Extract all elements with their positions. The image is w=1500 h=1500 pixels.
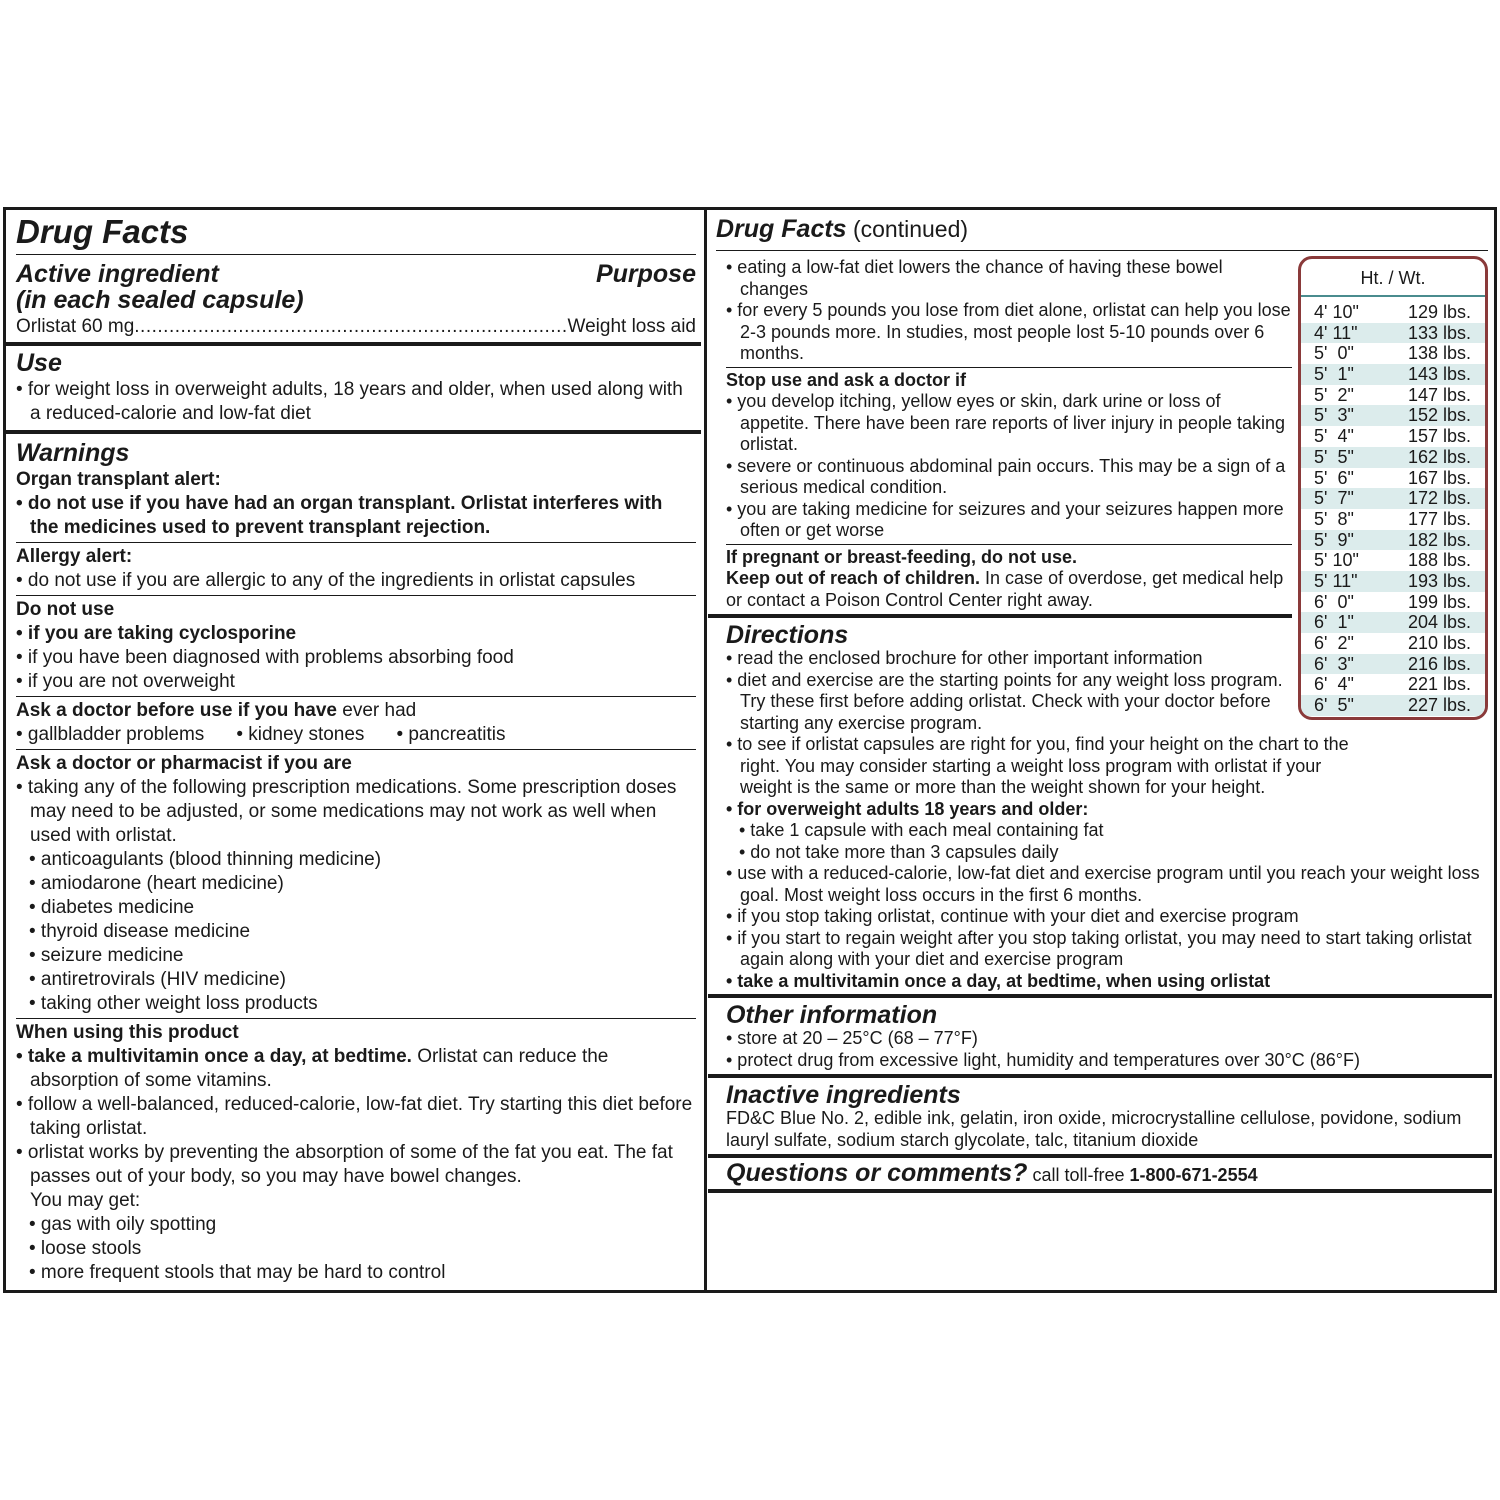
stop-use-title: Stop use and ask a doctor if — [726, 369, 967, 390]
section-bar — [6, 342, 701, 346]
organ-alert-text: • do not use if you have had an organ transplant. Orlistat interferes with the medicines used to prevent transplant rejection. — [16, 493, 663, 538]
questions-call: call toll-free — [1027, 1165, 1130, 1185]
weight-cell: 162 lbs. — [1407, 446, 1471, 467]
when-using-bold: • take a multivitamin once a day, at bedtime. — [16, 1046, 412, 1067]
use-text: • for weight loss in overweight adults, 18 years and older, when used along with a reduced-calorie and low-fat diet — [16, 379, 683, 424]
ask-doctor-title-bold: Ask a doctor before use if you have — [16, 700, 337, 721]
direction-item: • take a multivitamin once a day, at bedtime, when using orlistat — [726, 970, 1271, 991]
weight-cell: 221 lbs. — [1407, 674, 1471, 695]
pregnancy-block — [726, 547, 1298, 612]
height-weight-row — [1301, 509, 1485, 530]
height-cell: 5' 4" — [1314, 426, 1354, 447]
height-cell: 5' 10" — [1314, 550, 1359, 571]
do-not-use-item: • if you are not overweight — [16, 671, 235, 692]
height-weight-row — [1301, 654, 1485, 675]
section-bar — [708, 614, 1292, 618]
height-weight-row — [1301, 364, 1485, 385]
questions-phone: 1-800-671-2554 — [1129, 1165, 1258, 1185]
directions-title: Directions — [726, 621, 849, 649]
direction-item: • for overweight adults 18 years and older: — [726, 798, 1089, 819]
medication-item: • amiodarone (heart medicine) — [29, 873, 284, 894]
right-upper-block — [726, 257, 1292, 545]
bowel-info-item: • for every 5 pounds you lose from diet alone, orlistat can help you lose 2-3 pounds more. In studies, most people lost 5-10 pounds over 6 months. — [726, 300, 1291, 363]
organ-alert-title: Organ transplant alert: — [16, 469, 221, 490]
height-weight-row — [1301, 530, 1485, 551]
height-cell: 4' 11" — [1314, 322, 1358, 343]
continued-title-suffix: (continued) — [846, 216, 969, 242]
active-ingredient-title: Active ingredient — [16, 260, 219, 288]
height-cell: 5' 2" — [1314, 384, 1354, 405]
height-cell: 5' 1" — [1314, 364, 1354, 385]
height-cell: 5' 8" — [1314, 508, 1354, 529]
inactive-block — [726, 1082, 1488, 1151]
direction-subitem: • do not take more than 3 capsules daily — [739, 841, 1059, 862]
direction-item: • to see if orlistat capsules are right for you, find your height on the chart to the right. You may consider starting a weight loss program with orlistat if your weight is the same or more than the weight shown for your height. — [726, 734, 1349, 797]
height-weight-row — [1301, 612, 1485, 633]
ask-doctor-title — [16, 699, 696, 723]
weight-cell: 182 lbs. — [1407, 529, 1471, 550]
height-weight-row — [1301, 323, 1485, 344]
you-may-get: You may get: — [30, 1190, 141, 1211]
questions-title: Questions or comments? — [726, 1159, 1028, 1187]
stop-use-item: • severe or continuous abdominal pain occurs. This may be a sign of a serious medical condition. — [726, 455, 1286, 497]
ask-pharmacist-title: Ask a doctor or pharmacist if you are — [16, 753, 352, 774]
divider — [726, 367, 1292, 368]
ask-doctor-items — [16, 723, 696, 747]
use-title: Use — [16, 349, 62, 377]
ask-doctor-title-rest: ever had — [336, 700, 417, 721]
do-not-use-title: Do not use — [16, 599, 115, 620]
allergy-alert-text: • do not use if you are allergic to any of the ingredients in orlistat capsules — [16, 570, 636, 591]
height-cell: 6' 4" — [1314, 674, 1354, 695]
inactive-text: FD&C Blue No. 2, edible ink, gelatin, iron oxide, microcrystalline cellulose, povidone, sodium lauryl sulfate, sodium starch glycolate, talc, titanium dioxide — [726, 1108, 1462, 1150]
weight-cell: 172 lbs. — [1407, 488, 1471, 509]
inactive-title: Inactive ingredients — [726, 1081, 961, 1109]
when-using-item: • orlistat works by preventing the absorption of some of the fat you eat. The fat passes out of your body, so you may have bowel changes. — [16, 1142, 673, 1187]
height-cell: 6' 0" — [1314, 591, 1354, 612]
height-weight-table — [1298, 256, 1488, 720]
active-ingredient-header — [16, 261, 696, 313]
other-info-block — [726, 1002, 1492, 1071]
height-cell: 5' 6" — [1314, 467, 1354, 488]
section-bar — [708, 994, 1492, 998]
weight-cell: 204 lbs. — [1407, 612, 1471, 633]
medication-item: • antiretrovirals (HIV medicine) — [29, 969, 286, 990]
other-info-item: • store at 20 – 25°C (68 – 77°F) — [726, 1028, 978, 1048]
allergy-alert-title: Allergy alert: — [16, 546, 133, 567]
height-weight-row — [1301, 550, 1485, 571]
other-info-item: • protect drug from excessive light, humidity and temperatures over 30°C (86°F) — [726, 1049, 1360, 1070]
height-cell: 6' 1" — [1314, 612, 1354, 633]
weight-cell: 147 lbs. — [1407, 384, 1471, 405]
other-info-title: Other information — [726, 1001, 938, 1029]
medication-item: • diabetes medicine — [29, 897, 195, 918]
section-bar — [6, 430, 701, 434]
when-using-item: • follow a well-balanced, reduced-calorie, low-fat diet. Try starting this diet before taking orlistat. — [16, 1094, 693, 1139]
weight-cell: 193 lbs. — [1407, 570, 1471, 591]
purpose-title: Purpose — [595, 260, 696, 288]
height-weight-row — [1301, 343, 1485, 364]
pregnancy-warning: If pregnant or breast-feeding, do not use. — [726, 546, 1078, 567]
divider — [16, 254, 696, 255]
section-bar — [708, 1074, 1492, 1078]
stop-use-item: • you are taking medicine for seizures and your seizures happen more often or get worse — [726, 498, 1284, 540]
height-cell: 4' 10" — [1314, 302, 1359, 322]
ask-pharmacist-text: • taking any of the following prescription medications. Some prescription doses may need to be adjusted, or some medications may not work as well when used with orlistat. — [16, 777, 677, 846]
weight-cell: 157 lbs. — [1407, 426, 1471, 447]
keep-out-rest: In case of overdose, get medical help or contact a Poison Control Center right away. — [726, 568, 1284, 610]
medication-item: • thyroid disease medicine — [29, 921, 251, 942]
medication-item: • anticoagulants (blood thinning medicine) — [29, 849, 382, 870]
ingredient-row — [16, 316, 696, 338]
when-using-title: When using this product — [16, 1022, 239, 1043]
questions-block — [726, 1160, 1492, 1187]
height-cell: 5' 11" — [1314, 570, 1358, 591]
when-using-rest: Orlistat can reduce the absorption of some vitamins. — [30, 1046, 609, 1091]
height-weight-rows — [1301, 297, 1485, 716]
height-weight-row — [1301, 468, 1485, 489]
divider — [16, 749, 696, 750]
when-using-item — [16, 1045, 696, 1093]
height-weight-header: Ht. / Wt. — [1301, 259, 1485, 297]
height-cell: 6' 3" — [1314, 653, 1354, 674]
bowel-info-item: • eating a low-fat diet lowers the chance of having these bowel changes — [726, 257, 1223, 299]
height-cell: 5' 5" — [1314, 446, 1354, 467]
height-weight-row — [1301, 488, 1485, 509]
height-weight-row — [1301, 405, 1485, 426]
ingredient-purpose: Weight loss aid — [567, 316, 696, 337]
direction-subitem: • take 1 capsule with each meal containing fat — [739, 820, 1104, 840]
medication-item: • seizure medicine — [29, 945, 184, 966]
height-cell: 5' 0" — [1314, 343, 1354, 364]
do-not-use-item: • if you have been diagnosed with problems absorbing food — [16, 647, 514, 668]
divider — [726, 544, 1292, 545]
weight-cell: 129 lbs. — [1407, 302, 1471, 322]
height-cell: 5' 7" — [1314, 488, 1354, 509]
section-bar — [708, 1154, 1492, 1158]
keep-out-bold: Keep out of reach of children. — [726, 568, 981, 588]
height-weight-row — [1301, 447, 1485, 468]
drug-facts-title: Drug Facts — [16, 213, 189, 250]
divider — [16, 1018, 696, 1019]
side-effect-item: • gas with oily spotting — [29, 1214, 217, 1235]
continued-title-main: Drug Facts — [716, 215, 847, 243]
column-divider — [704, 210, 707, 1290]
weight-cell: 199 lbs. — [1407, 591, 1471, 612]
side-effect-item: • loose stools — [29, 1238, 142, 1259]
weight-cell: 188 lbs. — [1407, 550, 1471, 571]
divider — [716, 250, 1488, 251]
weight-cell: 152 lbs. — [1407, 405, 1471, 426]
direction-item: • diet and exercise are the starting points for any weight loss program. Try these first before adding orlistat. Check with your doctor before starting any exercise program. — [726, 669, 1283, 733]
right-column — [716, 210, 1492, 1290]
height-cell: 5' 3" — [1314, 405, 1354, 426]
height-cell: 6' 5" — [1314, 695, 1354, 716]
height-weight-row — [1301, 674, 1485, 695]
height-weight-row — [1301, 571, 1485, 592]
divider — [16, 595, 696, 596]
height-cell: 6' 2" — [1314, 633, 1354, 653]
direction-item: • if you stop taking orlistat, continue with your diet and exercise program — [726, 906, 1299, 926]
ask-doctor-item: • pancreatitis — [396, 724, 506, 745]
side-effect-item: • more frequent stools that may be hard to control — [29, 1262, 446, 1283]
drug-facts-panel — [3, 207, 1497, 1293]
height-weight-row — [1301, 633, 1485, 654]
direction-item: • use with a reduced-calorie, low-fat diet and exercise program until you reach your weight loss goal. Most weight loss occurs in the first 6 months. — [726, 863, 1480, 905]
continued-title — [716, 214, 1492, 248]
height-weight-row — [1301, 426, 1485, 447]
height-weight-row — [1301, 592, 1485, 613]
ingredient-name: Orlistat 60 mg — [16, 316, 135, 337]
weight-cell: 216 lbs. — [1407, 653, 1471, 674]
height-weight-row — [1301, 695, 1485, 716]
direction-item: • read the enclosed brochure for other important information — [726, 648, 1203, 668]
weight-cell: 138 lbs. — [1407, 343, 1471, 364]
weight-cell: 143 lbs. — [1407, 364, 1471, 385]
weight-cell: 227 lbs. — [1407, 695, 1471, 716]
ask-doctor-item: • gallbladder problems — [16, 724, 205, 745]
height-weight-row — [1301, 302, 1485, 323]
section-bar — [708, 1189, 1492, 1193]
do-not-use-item: • if you are taking cyclosporine — [16, 623, 297, 644]
weight-cell: 167 lbs. — [1407, 467, 1471, 488]
stop-use-item: • you develop itching, yellow eyes or skin, dark urine or loss of appetite. There have been rare reports of liver injury in people taking orlistat. — [726, 391, 1285, 454]
divider — [16, 542, 696, 543]
divider — [16, 696, 696, 697]
weight-cell: 210 lbs. — [1407, 633, 1471, 653]
medication-item: • taking other weight loss products — [29, 993, 318, 1014]
weight-cell: 133 lbs. — [1407, 322, 1471, 343]
direction-item: • if you start to regain weight after you stop taking orlistat, you may need to start taking orlistat again along with your diet and exercise program — [726, 927, 1472, 969]
left-column — [16, 210, 696, 1290]
keep-out-of-reach — [726, 568, 1298, 611]
weight-cell: 177 lbs. — [1407, 508, 1471, 529]
height-cell: 5' 9" — [1314, 529, 1354, 550]
warnings-title: Warnings — [16, 439, 130, 467]
height-weight-row — [1301, 385, 1485, 406]
active-ingredient-subtitle: (in each sealed capsule) — [16, 286, 304, 314]
leader-dots — [134, 316, 567, 338]
ask-doctor-item: • kidney stones — [236, 724, 365, 745]
